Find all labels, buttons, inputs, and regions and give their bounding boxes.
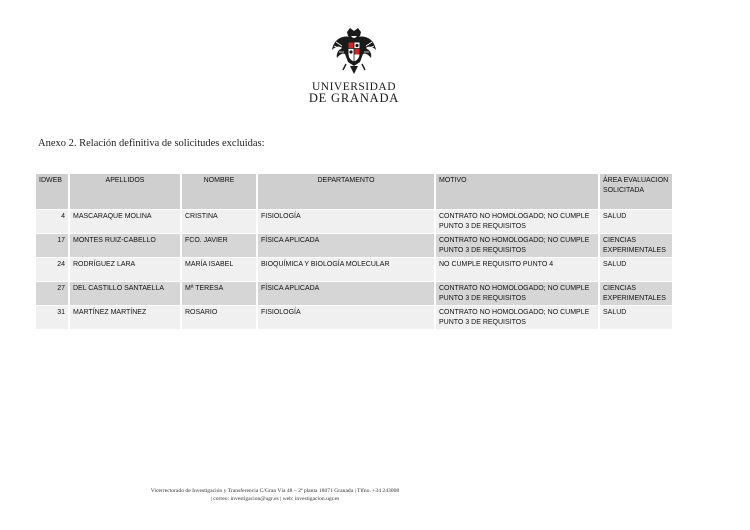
cell-idweb: 27 bbox=[36, 282, 68, 305]
header-nombre: NOMBRE bbox=[182, 174, 256, 209]
cell-area: SALUD bbox=[600, 210, 672, 233]
cell-departamento: FÍSICA APLICADA bbox=[258, 282, 434, 305]
page-footer bbox=[110, 487, 440, 503]
cell-motivo: CONTRATO NO HOMOLOGADO; NO CUMPLE PUNTO 3 DE REQUISITOS bbox=[436, 282, 598, 305]
cell-nombre: ROSARIO bbox=[182, 306, 256, 329]
cell-idweb: 4 bbox=[36, 210, 68, 233]
header-motivo: MOTIVO bbox=[436, 174, 598, 209]
cell-area: SALUD bbox=[600, 306, 672, 329]
cell-departamento: FISIOLOGÍA bbox=[258, 306, 434, 329]
header-apellidos: APELLIDOS bbox=[70, 174, 180, 209]
footer-contact: | correo: investigacion@ugr.es | web: investigacion.ugr.es bbox=[210, 496, 340, 502]
header-departamento: DEPARTAMENTO bbox=[258, 174, 434, 209]
cell-motivo: CONTRATO NO HOMOLOGADO; NO CUMPLE PUNTO 3 DE REQUISITOS bbox=[436, 306, 598, 329]
university-logo bbox=[308, 28, 400, 112]
table-row bbox=[36, 282, 672, 305]
excluded-applications-table bbox=[34, 173, 674, 330]
logo-text-line1: UNIVERSIDAD bbox=[311, 81, 397, 93]
cell-nombre: CRISTINA bbox=[182, 210, 256, 233]
cell-departamento: BIOQUÍMICA Y BIOLOGÍA MOLECULAR bbox=[258, 258, 434, 281]
cell-apellidos: MASCARAQUE MOLINA bbox=[70, 210, 180, 233]
cell-apellidos: RODRÍGUEZ LARA bbox=[70, 258, 180, 281]
cell-apellidos: MONTES RUIZ-CABELLO bbox=[70, 234, 180, 257]
coat-of-arms-icon bbox=[330, 28, 378, 80]
table-row bbox=[36, 210, 672, 233]
cell-idweb: 17 bbox=[36, 234, 68, 257]
cell-nombre: FCO. JAVIER bbox=[182, 234, 256, 257]
logo-text-line2: DE GRANADA bbox=[308, 91, 400, 105]
cell-idweb: 24 bbox=[36, 258, 68, 281]
cell-motivo: CONTRATO NO HOMOLOGADO; NO CUMPLE PUNTO 3 DE REQUISITOS bbox=[436, 210, 598, 233]
cell-idweb: 31 bbox=[36, 306, 68, 329]
cell-apellidos: MARTÍNEZ MARTÍNEZ bbox=[70, 306, 180, 329]
footer-address: Vicerrectorado de Investigación y Transferencia C/Gran Vía 48 – 2ª planta 18071 Granada | Tlfno. +34 243008 bbox=[150, 488, 400, 494]
cell-area: SALUD bbox=[600, 258, 672, 281]
cell-nombre: MARÍA ISABEL bbox=[182, 258, 256, 281]
table-header-row bbox=[36, 174, 672, 209]
cell-area: CIENCIAS EXPERIMENTALES bbox=[600, 234, 672, 257]
cell-motivo: NO CUMPLE REQUISITO PUNTO 4 bbox=[436, 258, 598, 281]
cell-departamento: FISIOLOGÍA bbox=[258, 210, 434, 233]
cell-area: CIENCIAS EXPERIMENTALES bbox=[600, 282, 672, 305]
cell-nombre: Mª TERESA bbox=[182, 282, 256, 305]
cell-departamento: FÍSICA APLICADA bbox=[258, 234, 434, 257]
cell-motivo: CONTRATO NO HOMOLOGADO; NO CUMPLE PUNTO 3 DE REQUISITOS bbox=[436, 234, 598, 257]
table-row bbox=[36, 306, 672, 329]
table-row bbox=[36, 234, 672, 257]
header-area: ÁREA EVALUACION SOLICITADA bbox=[600, 174, 672, 209]
annex-heading: Anexo 2. Relación definitiva de solicitudes excluidas: bbox=[38, 138, 265, 149]
header-idweb: IDWEB bbox=[36, 174, 68, 209]
cell-apellidos: DEL CASTILLO SANTAELLA bbox=[70, 282, 180, 305]
table-row bbox=[36, 258, 672, 281]
